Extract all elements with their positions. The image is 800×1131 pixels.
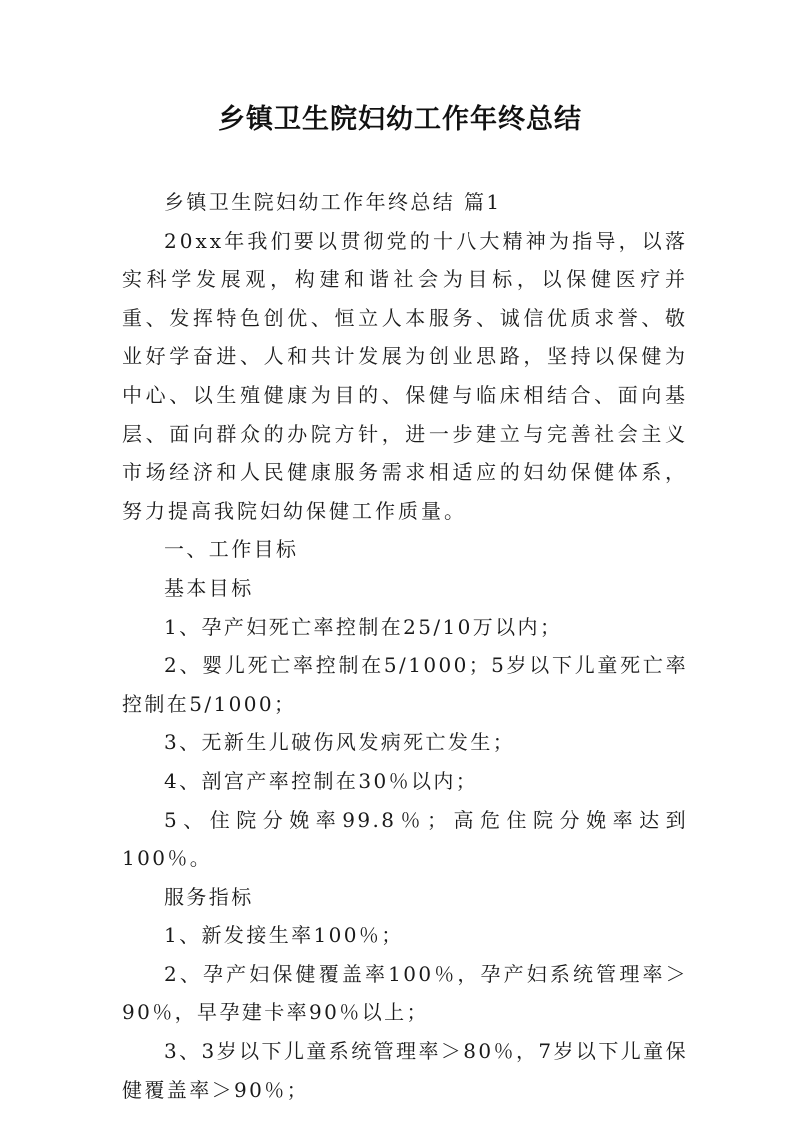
list-item: 1、孕产妇死亡率控制在25/10万以内； <box>164 614 563 639</box>
document-title: 乡镇卫生院妇幼工作年终总结 <box>218 104 582 135</box>
list-item: 2、婴儿死亡率控制在5/1000；5岁以下儿童死亡率控制在5/1000； <box>122 653 688 716</box>
section-heading-paragraph: 乡镇卫生院妇幼工作年终总结 篇1 <box>164 190 502 214</box>
list-item: 5、住院分娩率99.8％；高危住院分娩率达到100％。 <box>122 807 688 871</box>
list-item: 1、新发接生率100％； <box>164 923 404 948</box>
list-item: 4、剖宫产率控制在30％以内； <box>164 768 479 793</box>
subheading-service-indicators: 服务指标 <box>164 884 254 909</box>
list-item: 3、无新生儿破伤风发病死亡发生； <box>164 730 516 755</box>
intro-paragraph: 20xx年我们要以贯彻党的十八大精神为指导，以落实科学发展观，构建和谐社会为目标，以保健医疗并重、发挥特色创优、恒立人本服务、诚信优质求誉、敬业好学奋进、人和共计发展为创业思路，坚持以保健为中心、以生殖健康为目的、保健与临床相结合、面向基层、面向群众的办院方针，进一步建立与完善社会主义市场经济和人民健康服务需求相适应的妇幼保健体系，努力提高我院妇幼保健工作质量。 <box>122 228 688 523</box>
section-heading-work-goals: 一、工作目标 <box>164 537 299 562</box>
list-item: 3、3岁以下儿童系统管理率＞80％，7岁以下儿童保健覆盖率＞90％； <box>122 1039 688 1102</box>
list-item: 2、孕产妇保健覆盖率100％，孕产妇系统管理率＞90％，早孕建卡率90％以上； <box>122 961 688 1025</box>
subheading-basic-goals: 基本目标 <box>164 575 254 600</box>
document-body <box>122 183 688 1109</box>
